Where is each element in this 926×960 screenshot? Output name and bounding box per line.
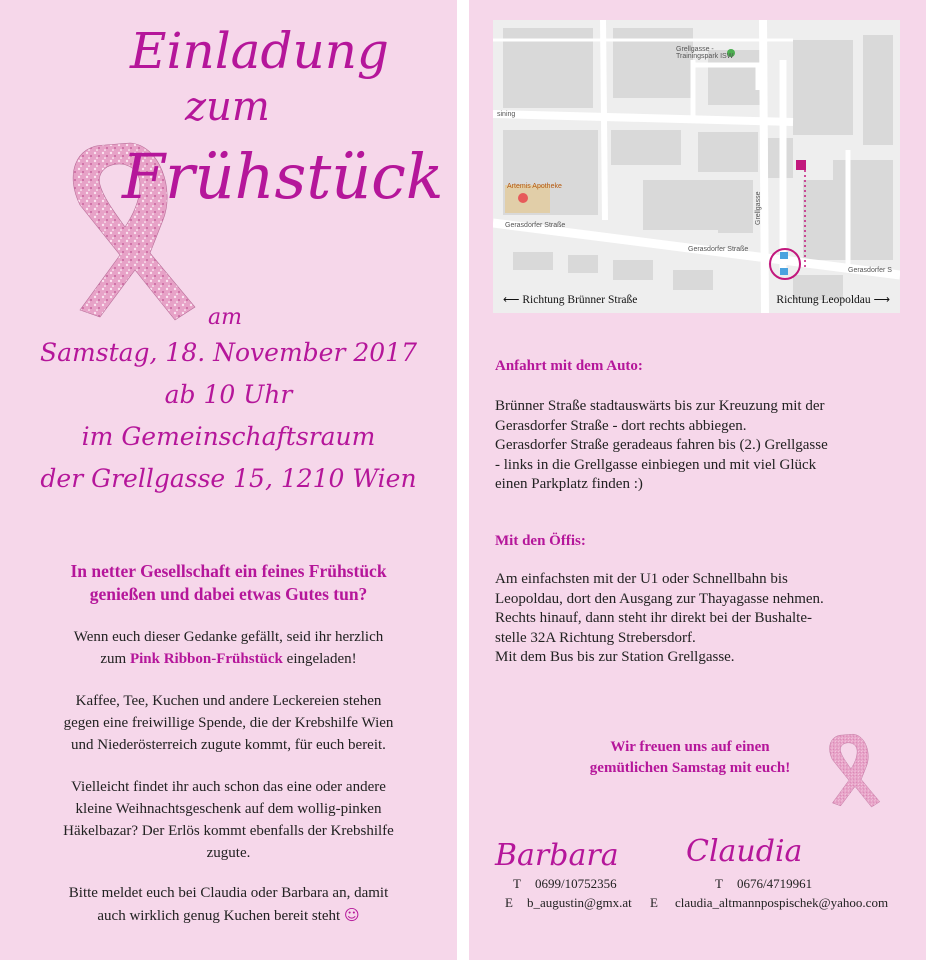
arrow-right-icon: ⟶ bbox=[873, 292, 890, 306]
location-map[interactable] bbox=[493, 20, 900, 313]
pink-ribbon-highlight: Pink Ribbon-Frühstück bbox=[129, 651, 283, 667]
intro-paragraph-3: Vielleicht findet ihr auch schon das eine oder andere kleine Weihnachtsgeschenk auf dem wollig-pinken Häkelbazar? Der Erlös kommt ebenfalls der Krebshilfe zugute. bbox=[63, 779, 394, 861]
barbara-phone[interactable]: 0699/10752356 bbox=[535, 876, 617, 891]
map-label-apotheke: Artemis Apotheke bbox=[507, 183, 562, 190]
map-label-grellgasse: Grellgasse bbox=[755, 191, 762, 225]
event-date: Samstag, 18. November 2017 bbox=[40, 338, 417, 367]
event-place: im Gemeinschaftsraum bbox=[81, 422, 376, 451]
map-label-park: Grellgasse - Trainingspark ISW bbox=[676, 46, 734, 60]
invitation-panel bbox=[0, 0, 457, 960]
location-marker-icon bbox=[796, 160, 806, 170]
oeffi-directions: Am einfachsten mit der U1 oder Schnellbahn bis Leopoldau, dort den Ausgang zur Thayagasse nehmen. Rechts hinauf, dann steht ihr direkt bei der Bushalte- stelle 32A Richtung Strebersdorf. Mit dem Bus bis zur Station Grellgasse. bbox=[495, 571, 824, 665]
auto-directions: Brünner Straße stadtauswärts bis zur Kreuzung mit der Gerasdorfer Straße - dort rechts abbiegen. Gerasdorfer Straße geradeaus fahren bis (2.) Grellgasse - links in die Grellgasse einbiegen und mit viel Glück einen Parkplatz finden :) bbox=[495, 398, 828, 492]
event-am: am bbox=[208, 305, 242, 330]
title-fruehstueck: Frühstück bbox=[122, 140, 444, 213]
map-label-gerasdorfer-3: Gerasdorfer S bbox=[848, 267, 892, 274]
contact-barbara: T 0699/10752356 E b_augustin@gmx.at bbox=[505, 876, 632, 910]
contact-claudia: T 0676/4719961 E claudia_altmannpospischek@yahoo.com bbox=[650, 876, 889, 910]
signature-barbara: Barbara bbox=[495, 838, 619, 873]
event-address: der Grellgasse 15, 1210 Wien bbox=[40, 464, 417, 493]
nav-right[interactable]: Richtung Leopoldau ⟶ bbox=[776, 292, 890, 306]
map-graphic bbox=[493, 20, 900, 313]
map-label-gerasdorfer-2: Gerasdorfer Straße bbox=[688, 246, 749, 253]
barbara-email[interactable]: b_augustin@gmx.at bbox=[527, 895, 632, 910]
small-ribbon-icon bbox=[818, 725, 888, 815]
map-label-gerasdorfer-1: Gerasdorfer Straße bbox=[505, 222, 566, 229]
event-time: ab 10 Uhr bbox=[164, 380, 293, 409]
intro-paragraph-1: Wenn euch dieser Gedanke gefällt, seid ihr herzlich zum Pink Ribbon-Frühstück eingeladen! bbox=[73, 629, 384, 667]
closing-message: Wir freuen uns auf einen gemütlichen Samstag mit euch! bbox=[589, 739, 791, 776]
title-zum: zum bbox=[185, 84, 270, 130]
title-einladung: Einladung bbox=[130, 22, 389, 80]
intro-paragraph-2: Kaffee, Tee, Kuchen und andere Leckereien stehen gegen eine freiwillige Spende, die der Krebshilfe Wien und Niederösterreich zugute kommt, für euch bereit. bbox=[63, 693, 394, 753]
arrow-left-icon: ⟵ bbox=[503, 292, 520, 306]
intro-headline: In netter Gesellschaft ein feines Frühstück genießen und dabei etwas Gutes tun? bbox=[70, 561, 387, 604]
signature-claudia: Claudia bbox=[686, 834, 803, 869]
claudia-email[interactable]: claudia_altmannpospischek@yahoo.com bbox=[675, 895, 889, 910]
intro-paragraph-4: Bitte meldet euch bei Claudia oder Barbara an, damit auch wirklich genug Kuchen bereit steht ☺ bbox=[68, 885, 389, 924]
map-label-partial: sining bbox=[497, 111, 516, 118]
smiley-icon: ☺ bbox=[343, 906, 360, 924]
oeffi-heading: Mit den Öffis: bbox=[495, 533, 586, 549]
nav-left[interactable]: ⟵ Richtung Brünner Straße bbox=[503, 292, 638, 306]
claudia-phone[interactable]: 0676/4719961 bbox=[737, 876, 813, 891]
auto-heading: Anfahrt mit dem Auto: bbox=[495, 358, 643, 374]
